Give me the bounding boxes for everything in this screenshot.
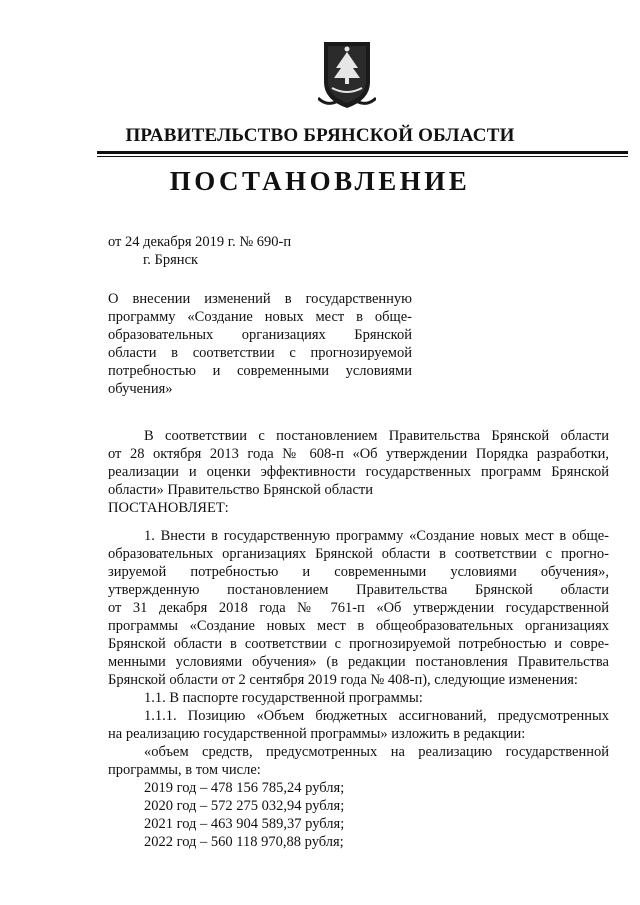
item-1-paragraph: [108, 527, 609, 689]
header-rule-thick: [97, 151, 628, 154]
document-city: г. Брянск: [143, 252, 199, 268]
year-line-2022: 2022 год – 560 118 970,88 рубля;: [144, 834, 344, 850]
item-1-1-paragraph: 1.1. В паспорте государственной программы:: [144, 690, 423, 706]
text-line: 1.1.1. Позицию «Объем бюджетных ассигнований, предусмотренных: [144, 708, 609, 724]
text-line: «объем средств, предусмотренных на реализацию государственной: [144, 744, 609, 760]
document-subject: [108, 290, 412, 398]
organization-title: ПРАВИТЕЛЬСТВО БРЯНСКОЙ ОБЛАСТИ: [125, 125, 515, 146]
document-date-number: от 24 декабря 2019 г. № 690-п: [108, 234, 292, 250]
subject-line: области в соответствии с прогнозируемой: [108, 345, 412, 361]
year-line-2021: 2021 год – 463 904 589,37 рубля;: [144, 816, 345, 832]
preamble-paragraph: [108, 427, 609, 499]
quote-paragraph: [108, 743, 609, 779]
document-type-title: ПОСТАНОВЛЕНИЕ: [169, 166, 471, 196]
document-body: [108, 427, 609, 851]
text-line: В соответствии с постановлением Правительства Брянской области: [144, 428, 609, 444]
text-line: программы, в том числе:: [108, 762, 261, 778]
text-line: от 31 декабря 2018 года № 761-п «Об утверждении государственной: [108, 600, 609, 616]
year-line-2020: 2020 год – 572 275 032,94 рубля;: [144, 798, 345, 814]
resolves-heading: ПОСТАНОВЛЯЕТ:: [108, 500, 229, 516]
text-line: 1. Внести в государственную программу «Создание новых мест в обще-: [144, 528, 609, 544]
text-line: программы «Создание новых мест в общеобразовательных организациях: [108, 618, 609, 634]
subject-line: образовательных организациях Брянской: [108, 327, 412, 343]
text-line: образовательных организациях Брянской области в соответствии с прогно-: [108, 546, 609, 562]
subject-line: программу «Создание новых мест в обще-: [108, 309, 412, 325]
text-line: реализации и оценки эффективности государственных программ Брянской: [108, 464, 609, 480]
header-rule-thin: [97, 156, 628, 157]
text-line: утвержденную постановлением Правительства Брянской области: [108, 582, 609, 598]
subject-line: О внесении изменений в государственную: [108, 291, 412, 307]
text-line: Брянской области от 2 сентября 2019 года № 408-п), следующие изменения:: [108, 672, 578, 688]
text-line: области» Правительство Брянской области: [108, 482, 373, 498]
coat-of-arms-icon: [318, 38, 376, 112]
text-line: Брянской области в соответствии с прогнозируемой потребностью и совре-: [108, 636, 609, 652]
year-line-2019: 2019 год – 478 156 785,24 рубля;: [144, 780, 345, 796]
item-1-1-1-paragraph: [108, 707, 609, 743]
subject-line: потребностью и современными условиями: [108, 363, 412, 379]
text-line: зируемой потребностью и современными условиями обучения»,: [108, 564, 609, 580]
text-line: менными условиями обучения» (в редакции постановления Правительства: [108, 654, 609, 670]
text-line: на реализацию государственной программы» изложить в редакции:: [108, 726, 526, 742]
text-line: от 28 октября 2013 года № 608-п «Об утверждении Порядка разработки,: [108, 446, 609, 462]
subject-line: обучения»: [108, 381, 173, 397]
